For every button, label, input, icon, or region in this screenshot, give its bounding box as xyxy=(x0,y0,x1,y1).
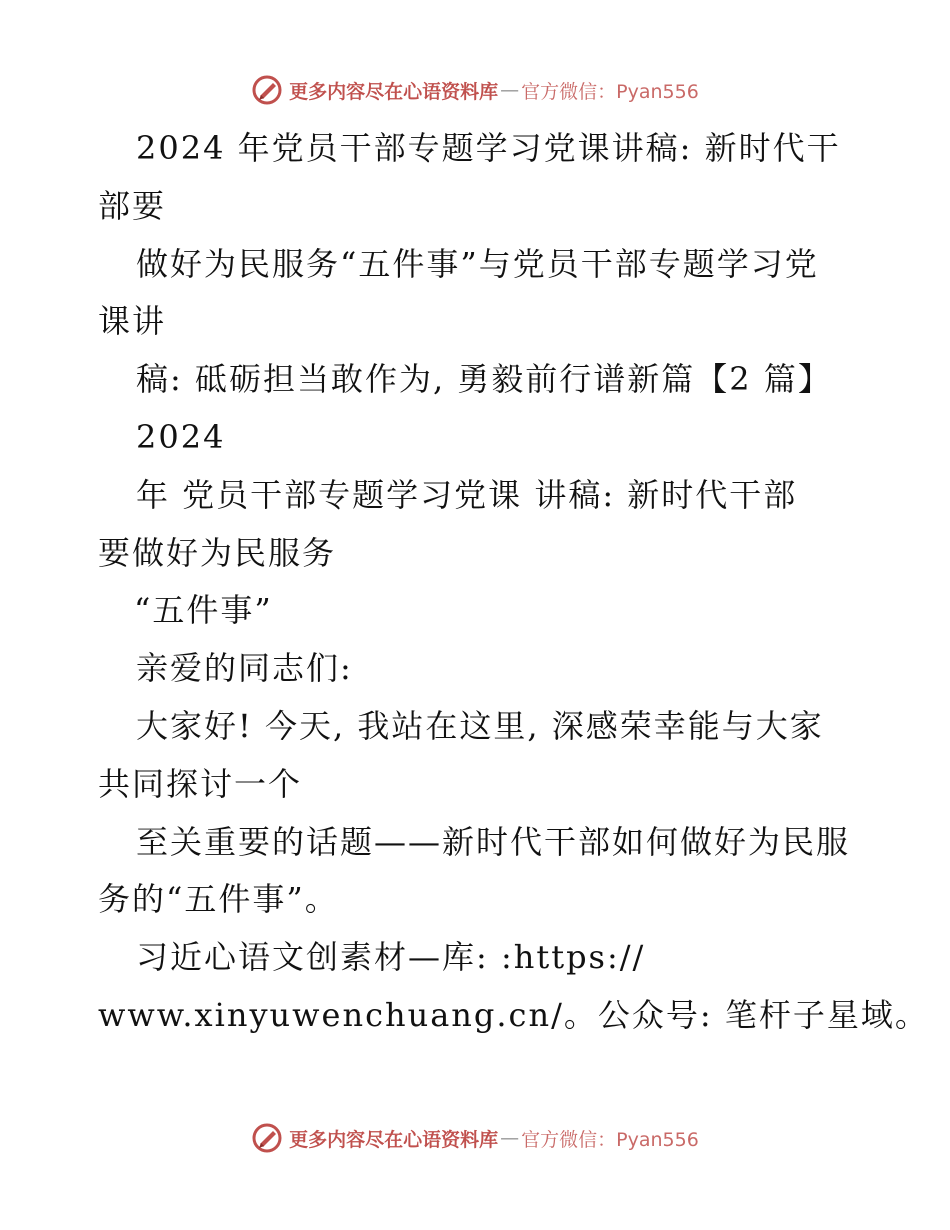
text-line: 2024 年党员干部专题学习党课讲稿: 新时代干 xyxy=(136,129,841,167)
footer-wechat-text: 官方微信：Pyan556 xyxy=(521,1128,699,1151)
text-line: “五件事” xyxy=(134,591,273,630)
text-line: 大家好! 今天, 我站在这里, 深感荣幸能与大家 xyxy=(136,706,824,745)
text-line: 2024 xyxy=(136,417,226,456)
footer-separator: — xyxy=(500,1127,520,1149)
header-brand-text: 更多内容尽在心语资料库 xyxy=(289,80,499,103)
text-line: 至关重要的话题——新时代干部如何做好为民服 xyxy=(136,822,851,861)
brand-logo-icon xyxy=(251,74,283,106)
text-line: 部要 xyxy=(98,186,167,225)
footer-banner xyxy=(0,1118,950,1158)
text-line: 课讲 xyxy=(98,302,167,341)
text-line: 习近心语文创素材—库: :https:// xyxy=(136,938,646,977)
footer-brand-text: 更多内容尽在心语资料库 xyxy=(289,1128,499,1151)
text-line: www.xinyuwenchuang.cn/。公众号: 笔杆子星域。 xyxy=(98,995,929,1034)
brand-logo-icon xyxy=(251,1122,283,1154)
text-line: 做好为民服务“五件事”与党员干部专题学习党 xyxy=(136,244,819,283)
text-line: 稿: 砥砺担当敢作为, 勇毅前行谱新篇【2 篇】 xyxy=(136,360,832,399)
text-line: 共同探讨一个 xyxy=(98,764,303,803)
text-line: 年 党员干部专题学习党课 讲稿: 新时代干部 xyxy=(136,475,798,514)
document-body xyxy=(98,120,929,1045)
text-line: 要做好为民服务 xyxy=(98,533,337,572)
header-banner xyxy=(0,70,950,110)
header-wechat-text: 官方微信：Pyan556 xyxy=(521,80,699,103)
text-line: 务的“五件事”。 xyxy=(98,880,339,919)
header-separator: — xyxy=(500,79,520,101)
text-line: 亲爱的同志们: xyxy=(136,649,353,688)
